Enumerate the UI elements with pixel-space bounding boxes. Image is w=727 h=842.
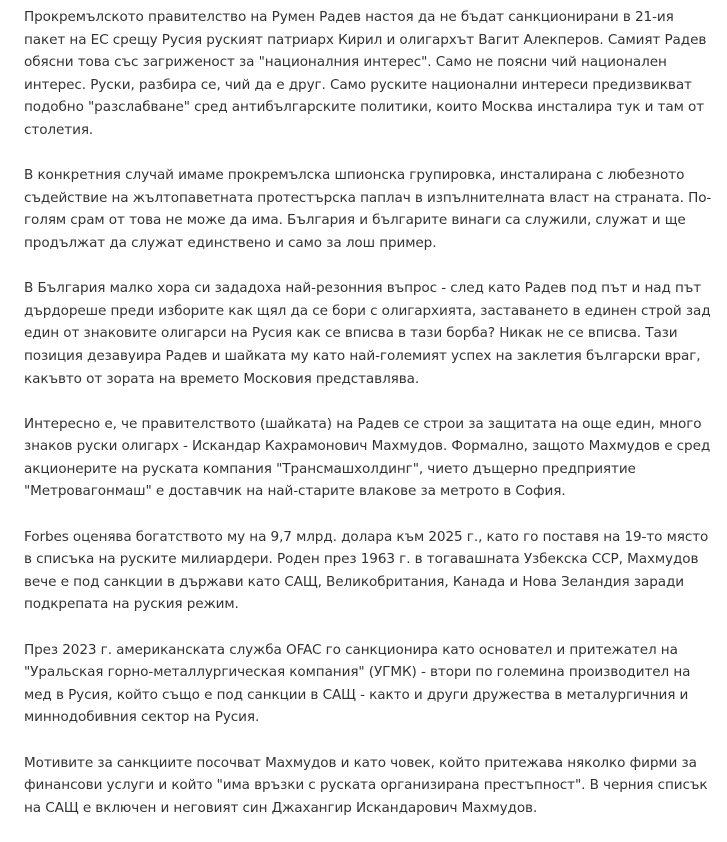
paragraph-1: Прокремълското правителство на Румен Радев настоя да не бъдат санкционирани в 21-ия пакет на ЕС срещу Русия руският патриарх Кирил и олигархът Вагит Алекперов. Самият Радев обясни това със загриженост за "националния интерес". Само не поясни чий национален интерес. Руски, разбира се, чий да е друг. Само руските национални интереси предизвикват подобно "разслабване" сред антибългарските политики, които Москва инсталира тук и там от столетия. bbox=[24, 9, 707, 138]
paragraph-5: Forbes оценява богатството му на 9,7 млрд. долара към 2025 г., като го поставя на 19-то място в списъка на руските милиардери. Роден през 1963 г. в тогавашната Узбекска ССР, Махмудов вече е под санкции в държави като САЩ, Великобритания, Канада и Нова Зеландия заради подкрепата на руския режим. bbox=[24, 528, 709, 613]
paragraph-7: Мотивите за санкциите посочват Махмудов и като човек, който притежава няколко фирми за финансови услуги и който "има връзки с руската организирана престъпност". В черния списък на САЩ е включен и неговият син Джахангир Искандарович Махмудов. bbox=[24, 754, 708, 816]
paragraph-6: През 2023 г. американската служба OFAC го санкционира като основател и притежател на "Уральская горно-металлургическая компания" (УГМК) - втори по големина производител на мед в Русия, който също е под санкции в САЩ - както и други дружества в металургичния и миннодобивния сектор на Русия. bbox=[24, 641, 691, 726]
paragraph-3: В България малко хора си зададоха най-резонния въпрос - след като Радев под път и над път дърдореше преди изборите как щял да се бори с олигархията, заставането в единен строй зад един от знаковите олигарси на Русия как се вписва в тази борба? Никак не се вписва. Тази позиция дезавуира Радев и шайката му като най-големият успех на заклетия български враг, какъвто от зората на времето Московия представлява. bbox=[24, 280, 711, 387]
paragraph-2: В конкретния случай имаме прокремълска шпионска групировка, инсталирана с любезното съдействие на жълтопаветната протестърска паплач в изпълнителната власт на страната. По-голям срам от това не може да има. България и българите винаги са служили, служат и ще продължат да служат единствено и само за лош пример. bbox=[24, 167, 712, 251]
paragraph-4: Интересно е, че правителството (шайката) на Радев се строи за защитата на още един, много знаков руски олигарх - Искандар Кахрамонович Махмудов. Формално, защото Махмудов е сред акционерите на руската компания "Трансмашхолдинг", чието дъщерно предприятие "Метровагонмаш" е доставчик на най-старите влакове за метрото в София. bbox=[24, 415, 711, 500]
article-body bbox=[24, 6, 714, 842]
